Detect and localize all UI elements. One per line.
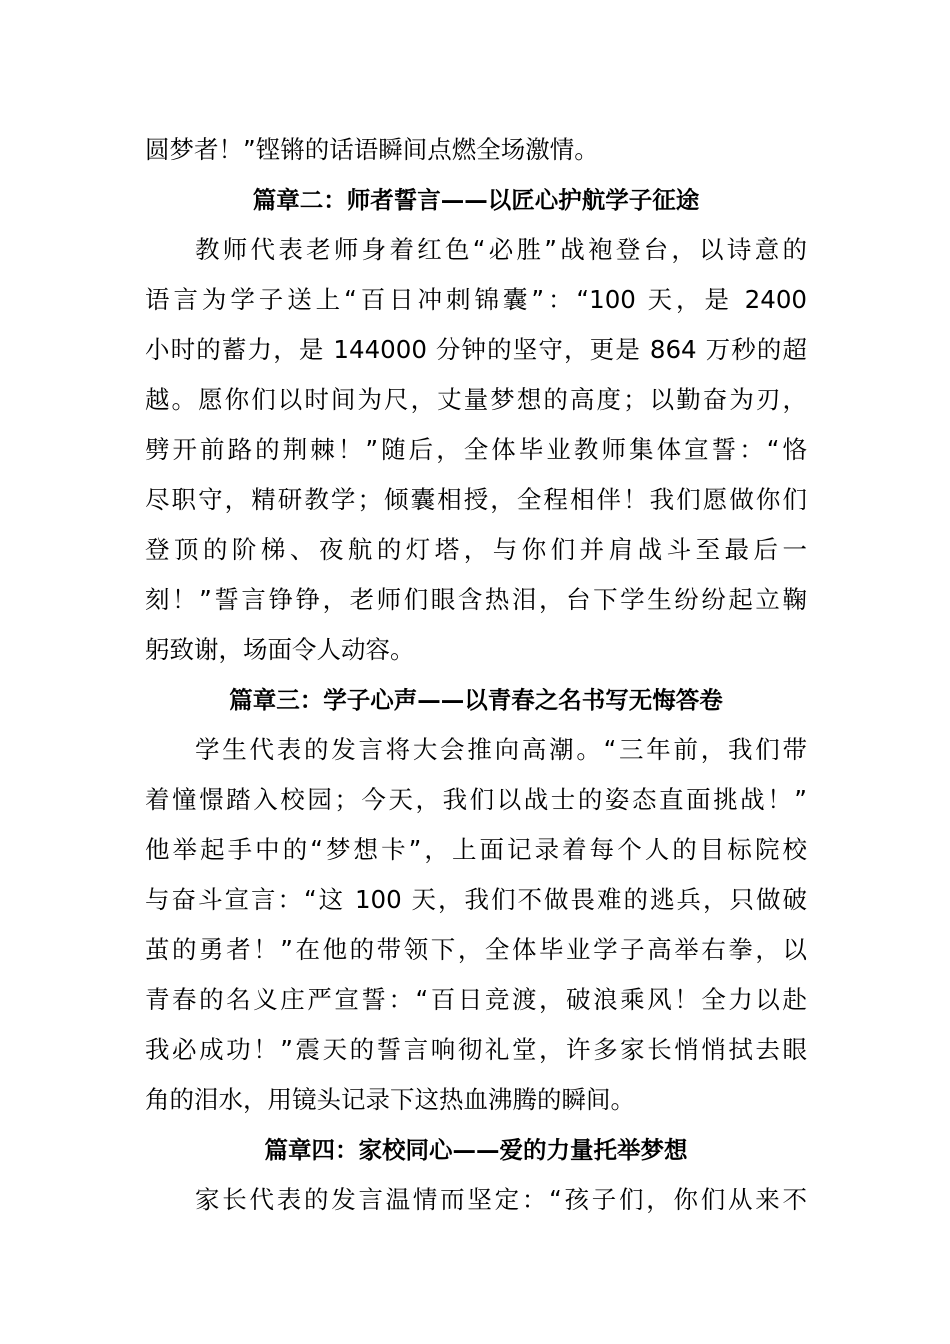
body-line: 躬致谢，场面令人动容。	[145, 635, 415, 664]
body-line: 家长代表的发言温情而坚定：“孩子们，你们从来不	[195, 1185, 807, 1214]
body-line: 着憧憬踏入校园；今天，我们以战士的姿态直面挑战！”	[145, 785, 807, 814]
body-line: 语言为学子送上“百日冲刺锦囊”：“100 天，是 2400	[145, 285, 807, 314]
body-line: 茧的勇者！”在他的带领下，全体毕业学子高举右拳，以	[145, 935, 807, 964]
body-line: 与奋斗宣言：“这 100 天，我们不做畏难的逃兵，只做破	[145, 885, 807, 914]
body-line: 教师代表老师身着红色“必胜”战袍登台，以诗意的	[195, 235, 807, 264]
section-heading: 篇章三：学子心声——以青春之名书写无悔答卷	[229, 686, 723, 714]
body-line: 刻！”誓言铮铮，老师们眼含热泪，台下学生纷纷起立鞠	[145, 585, 807, 614]
body-line: 小时的蓄力，是 144000 分钟的坚守，更是 864 万秒的超	[145, 335, 807, 364]
body-line: 学生代表的发言将大会推向高潮。“三年前，我们带	[195, 735, 807, 764]
document-page	[145, 125, 807, 1225]
body-line: 越。愿你们以时间为尺，丈量梦想的高度；以勤奋为刃，	[145, 385, 807, 414]
body-line: 我必成功！”震天的誓言响彻礼堂，许多家长悄悄拭去眼	[145, 1035, 807, 1064]
section-heading: 篇章二：师者誓言——以匠心护航学子征途	[252, 186, 700, 214]
body-line: 尽职守，精研教学；倾囊相授，全程相伴！我们愿做你们	[145, 485, 807, 514]
body-line: 青春的名义庄严宣誓：“百日竞渡，破浪乘风！全力以赴	[145, 985, 807, 1014]
body-line: 他举起手中的“梦想卡”，上面记录着每个人的目标院校	[145, 835, 807, 864]
body-line: 劈开前路的荆棘！”随后，全体毕业教师集体宣誓：“恪	[145, 435, 807, 464]
section-heading: 篇章四：家校同心——爱的力量托举梦想	[264, 1136, 688, 1164]
body-line: 角的泪水，用镜头记录下这热血沸腾的瞬间。	[145, 1085, 635, 1114]
body-line: 圆梦者！”铿锵的话语瞬间点燃全场激情。	[145, 135, 599, 164]
body-line: 登顶的阶梯、夜航的灯塔，与你们并肩战斗至最后一	[145, 535, 807, 564]
